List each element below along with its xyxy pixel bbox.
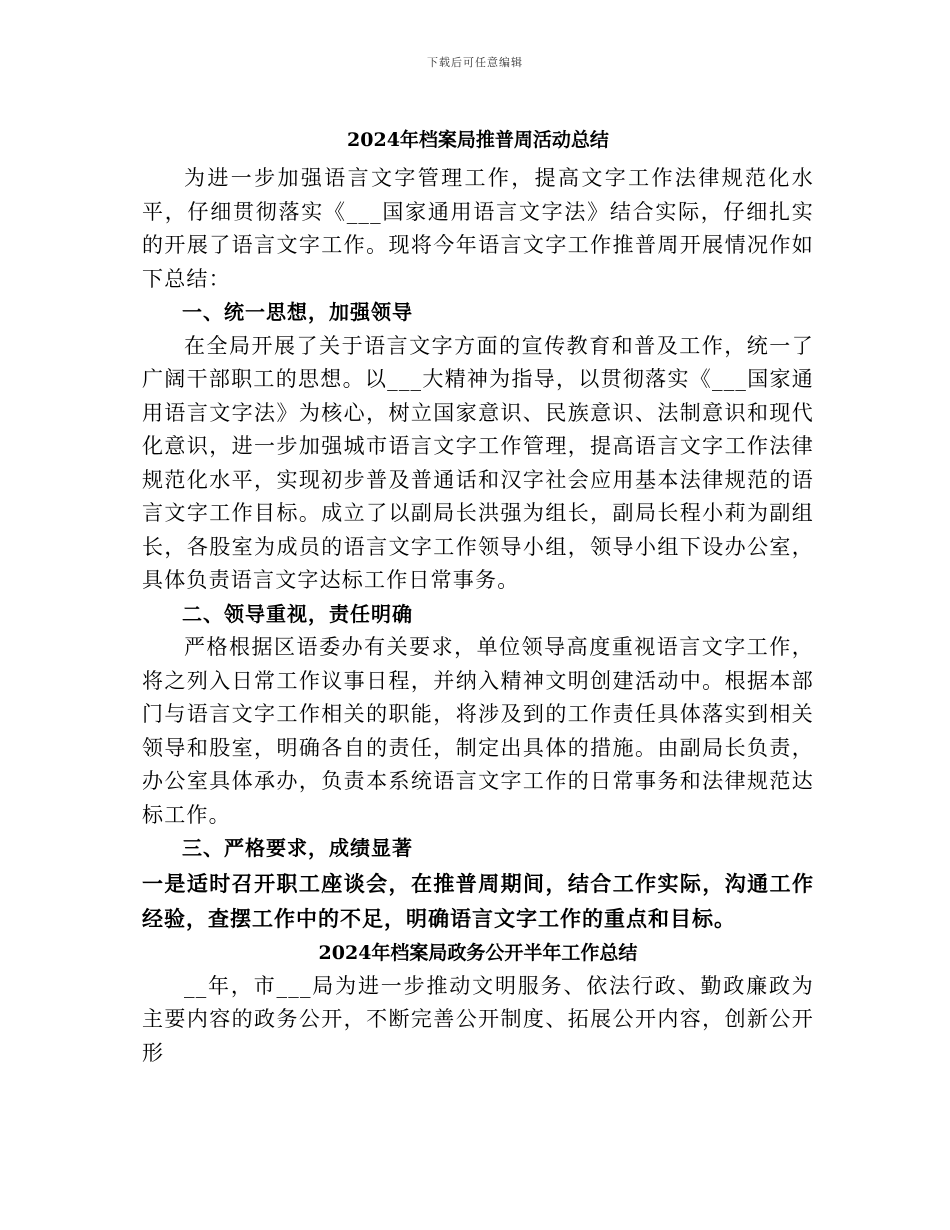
section-3-heading: 三、严格要求，成绩显著 bbox=[182, 836, 413, 860]
section-3-body: 一是适时召开职工座谈会，在推普周期间，结合工作实际，沟通工作经验，查摆工作中的不足，明确语言文字工作的重点和目标。 bbox=[142, 870, 814, 931]
document-title: 2024年档案局推普周活动总结 bbox=[347, 129, 609, 151]
intro-paragraph: 为进一步加强语言文字管理工作，提高文字工作法律规范化水平，仔细贯彻落实《___国家通用语言文字法》结合实际，仔细扎实的开展了语言文字工作。现将今年语言文字工作推普周开展情况作如下总结： bbox=[142, 166, 814, 291]
document-content bbox=[142, 118, 814, 1070]
section-2-body: 严格根据区语委办有关要求，单位领导高度重视语言文字工作，将之列入日常工作议事日程，并纳入精神文明创建活动中。根据本部门与语言文字工作相关的职能，将涉及到的工作责任具体落实到相关领导和股室，明确各自的责任，制定出具体的措施。由副局长负责，办公室具体承办，负责本系统语言文字工作的日常事务和法律规范达标工作。 bbox=[142, 635, 814, 827]
section-1-heading: 一、统一思想，加强领导 bbox=[182, 300, 413, 324]
second-document-title: 2024年档案局政务公开半年工作总结 bbox=[318, 941, 638, 964]
section-2-heading: 二、领导重视，责任明确 bbox=[182, 601, 413, 626]
second-document-body: __年，市___局为进一步推动文明服务、依法行政、勤政廉政为主要内容的政务公开，不断完善公开制度、拓展公开内容，创新公开形 bbox=[142, 973, 814, 1065]
header-note: 下载后可任意编辑 bbox=[427, 56, 523, 69]
section-1-body: 在全局开展了关于语言文字方面的宣传教育和普及工作，统一了广阔干部职工的思想。以___大精神为指导，以贯彻落实《___国家通用语言文字法》为核心，树立国家意识、民族意识、法制意识和现代化意识，进一步加强城市语言文字工作管理，提高语言文字工作法律规范化水平，实现初步普及普通话和汉字社会应用基本法律规范的语言文字工作目标。成立了以副局长洪强为组长，副局长程小莉为副组长，各股室为成员的语言文字工作领导小组，领导小组下设办公室，具体负责语言文字达标工作日常事务。 bbox=[142, 333, 814, 592]
